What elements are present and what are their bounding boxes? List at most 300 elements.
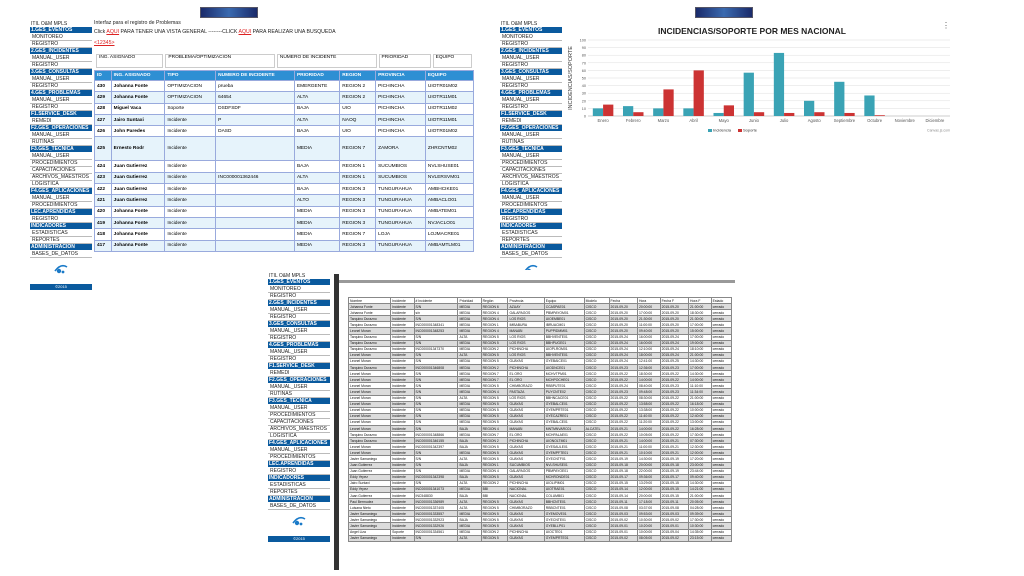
table-row[interactable] (95, 184, 474, 195)
table-cell: ALTA (458, 352, 481, 358)
sidebar-item[interactable]: MANUAL_USER (500, 97, 562, 104)
sidebar-item[interactable]: BASES_DE_DATOS (268, 503, 330, 510)
table-cell: 07:30:00 (689, 438, 712, 444)
table-cell: CISCO (584, 456, 609, 462)
table-cell: MEDIA (458, 383, 481, 389)
table-cell: Incidente (165, 126, 216, 137)
table-cell: RBBCNTE01 (544, 505, 584, 511)
table-row[interactable] (95, 229, 474, 240)
column-header[interactable]: # Incidente (414, 298, 458, 304)
table-cell: 2015-09-20 (609, 310, 637, 316)
table-cell: ALTA (458, 395, 481, 401)
table-cell: Juan Gutierrez (349, 462, 391, 468)
table-cell (216, 161, 295, 172)
filter-field[interactable]: EQUIPO (433, 54, 472, 68)
sidebar-section-header[interactable]: ADMINISTRACION (500, 244, 562, 251)
table-cell: INC000001337405 (414, 505, 458, 511)
table-cell: Incidente (391, 401, 414, 407)
table-cell: BAJA (458, 493, 481, 499)
table-cell: REGION 7 (340, 137, 376, 161)
sidebar-item[interactable]: MANUAL_USER (500, 153, 562, 160)
sidebar-section-header[interactable]: 4.GES_PROBLEMAS (268, 342, 330, 349)
sidebar-section-header[interactable]: F3.GES_TECNICA (30, 146, 92, 153)
table-cell: Incidente (391, 450, 414, 456)
table-cell: CISCO (584, 511, 609, 517)
table-row[interactable] (95, 92, 474, 103)
sidebar-nav-3 (268, 272, 330, 542)
splitter-vertical[interactable] (334, 274, 339, 570)
sidebar-item[interactable]: ARCHIVOS_MAESTROS (500, 174, 562, 181)
column-header[interactable]: Fecha F (660, 298, 688, 304)
sidebar-section-header[interactable]: LEC.APRENDIDAS (268, 461, 330, 468)
table-cell: Leonel Moran (349, 407, 391, 413)
table-cell: SUCUMBIOS (508, 462, 544, 468)
table-cell: MCHPOCHE01 (544, 377, 584, 383)
sidebar-section-header[interactable]: F2.GES_OPERACIONES (500, 125, 562, 132)
sidebar-item[interactable]: MANUAL_USER (268, 307, 330, 314)
table-cell: CISCO (584, 352, 609, 358)
table-cell: CISCO (584, 316, 609, 322)
sidebar-section-header[interactable]: ADMINISTRACION (268, 496, 330, 503)
sidebar-item[interactable]: REGISTRO (500, 41, 562, 48)
table-cell: ALTA (458, 456, 481, 462)
table-cell: BAJA (458, 444, 481, 450)
sidebar-item[interactable]: REGISTRO (268, 356, 330, 363)
table-cell: CHIMBORAZO (508, 505, 544, 511)
table-row[interactable] (95, 114, 474, 125)
table-cell: cerrado (711, 365, 731, 371)
sidebar-item[interactable]: REPORTES (30, 237, 92, 244)
record-tag[interactable]: <12345> (94, 40, 115, 46)
table-cell: 11:10:00 (689, 383, 712, 389)
table-row[interactable] (95, 81, 474, 92)
sidebar-item[interactable]: LOGISTICA (500, 181, 562, 188)
sidebar-item[interactable]: REGISTRO (500, 104, 562, 111)
sidebar-item[interactable]: REGISTRO (30, 41, 92, 48)
table-cell: cerrado (711, 432, 731, 438)
table-cell: UIO (340, 126, 376, 137)
column-header[interactable]: Región (481, 298, 508, 304)
table-cell: 2015-09-23 (660, 389, 688, 395)
column-header[interactable]: EQUIPO (425, 71, 473, 81)
sidebar-item[interactable]: REGISTRO (30, 104, 92, 111)
table-cell: 430 (95, 81, 112, 92)
table-row[interactable] (95, 103, 474, 114)
table-cell: INC000001348866 (414, 432, 458, 438)
table-cell: EL ORO (508, 377, 544, 383)
table-cell: Incidente (165, 240, 216, 251)
sidebar-section-header[interactable]: INDICADORES (30, 223, 92, 230)
table-cell: LOJMACRE01 (425, 229, 473, 240)
sidebar-section-header[interactable]: 1.GES_EVENTOS (268, 279, 330, 286)
table-cell: Tarquino Durazno (349, 346, 391, 352)
sidebar-section-header[interactable]: F3.GES_TECNICA (500, 146, 562, 153)
table-cell: cerrado (711, 358, 731, 364)
filter-field[interactable]: ING. ASIGNADO (96, 54, 163, 68)
table-cell: BBHNCACE01 (544, 395, 584, 401)
column-header[interactable]: ID (95, 71, 112, 81)
table-cell: s/n (414, 310, 458, 316)
sidebar-footer: ©2015 (30, 284, 92, 290)
sidebar-section-header[interactable]: 2.GES_INCIDENTES (30, 48, 92, 55)
sidebar-item[interactable]: MANUAL_USER (500, 132, 562, 139)
sidebar-section-header[interactable]: LEC.APRENDIDAS (500, 209, 562, 216)
table-cell: cerrado (711, 407, 731, 413)
table-cell: REGION 3 (340, 206, 376, 217)
table-cell: REGION 2 (481, 438, 508, 444)
sidebar-section-header[interactable]: F4.GES_APLICACIONES (268, 440, 330, 447)
column-header[interactable]: TIPO (165, 71, 216, 81)
table-cell: REGION 5 (481, 523, 508, 529)
sidebar-item[interactable]: ESTADISTICAS (500, 230, 562, 237)
table-cell: 2015-09-08 (660, 505, 688, 511)
sidebar-item[interactable]: MANUAL_USER (268, 328, 330, 335)
bar (633, 112, 643, 116)
legend-label: Incidencia (713, 127, 732, 133)
table-cell: GYECAZRE01 (544, 413, 584, 419)
sidebar-item[interactable]: PROCEDIMIENTOS (268, 412, 330, 419)
sidebar-item[interactable]: REGISTRO (30, 216, 92, 223)
table-cell: EMERGENTE (294, 81, 339, 92)
y-tick-label: 20 (581, 99, 586, 104)
table-cell: 2015-09-24 (660, 334, 688, 340)
table-cell: CISCO (584, 474, 609, 480)
table-cell: 14:30:00 (637, 456, 660, 462)
problems-table (94, 70, 474, 252)
table-cell: cerrado (711, 377, 731, 383)
table-cell: 2015-09-22 (660, 432, 688, 438)
sidebar-section-header[interactable]: 2.GES_INCIDENTES (268, 300, 330, 307)
table-cell: MEDIA (458, 310, 481, 316)
table-cell: MEDIA (458, 340, 481, 346)
sidebar-section-header[interactable]: F1.SERVICE_DESK (30, 111, 92, 118)
sidebar-item[interactable]: MANUAL_USER (268, 405, 330, 412)
table-cell: REGION 5 (481, 358, 508, 364)
sidebar-item[interactable]: MANUAL_USER (30, 132, 92, 139)
table-cell: 2015-09-22 (660, 377, 688, 383)
sidebar-item[interactable]: RUTINAS (500, 139, 562, 146)
table-cell: RBBPUTE01 (544, 383, 584, 389)
sidebar-item[interactable]: MONITOREO (500, 34, 562, 41)
table-row[interactable] (95, 137, 474, 161)
table-cell: 2015-09-21 (609, 450, 637, 456)
sidebar-item[interactable]: MANUAL_USER (500, 76, 562, 83)
column-header[interactable]: ING. ASIGNADO (111, 71, 165, 81)
sidebar-section-header[interactable]: F3.GES_TECNICA (268, 398, 330, 405)
table-cell: REGION 4 (481, 389, 508, 395)
table-cell: cerrado (711, 316, 731, 322)
table-row[interactable] (95, 206, 474, 217)
column-header[interactable]: Prioridad (458, 298, 481, 304)
column-header[interactable]: Incidente (391, 298, 414, 304)
sidebar-item[interactable]: MANUAL_USER (500, 195, 562, 202)
sidebar-section-header[interactable]: F1.SERVICE_DESK (500, 111, 562, 118)
incident-table (348, 297, 732, 542)
table-cell: REGION 5 (481, 535, 508, 541)
table-cell: REGION 4 (481, 328, 508, 334)
table-cell: 09:40:00 (637, 328, 660, 334)
sidebar-item[interactable]: REGISTRO (268, 314, 330, 321)
chart-title: INCIDENCIAS/SOPORTE POR MES NACIONAL (658, 26, 846, 36)
sidebar-item[interactable]: ESTADISTICAS (268, 482, 330, 489)
sidebar-section-header[interactable]: 3.GES_CONSULTAS (30, 69, 92, 76)
table-cell: Johanna Fonte (111, 81, 165, 92)
table-cell: GYEBALCE01 (544, 419, 584, 425)
table-cell: 23:44:00 (689, 468, 712, 474)
sidebar-item[interactable]: BASES_DE_DATOS (500, 251, 562, 258)
sidebar-section-header[interactable]: LEC.APRENDIDAS (30, 209, 92, 216)
table-cell: NAOQ (340, 114, 376, 125)
table-cell: TUNGURAHUA (376, 206, 426, 217)
table-row[interactable] (95, 217, 474, 228)
table-cell: MEDIA (458, 419, 481, 425)
table-row[interactable] (95, 240, 474, 251)
column-header[interactable]: Provincia (508, 298, 544, 304)
sidebar-section-header[interactable]: INDICADORES (268, 475, 330, 482)
table-cell: MEDIA (458, 328, 481, 334)
table-cell: 2015-09-19 (609, 456, 637, 462)
table-cell: Leonel Moran (349, 444, 391, 450)
table-cell: ALTA (458, 535, 481, 541)
table-cell: ALTA (294, 114, 339, 125)
column-header[interactable]: PRIORIDAD (294, 71, 339, 81)
sidebar-section-header[interactable]: F2.GES_OPERACIONES (30, 125, 92, 132)
page-description (94, 20, 336, 46)
table-cell: 14:00:00 (637, 377, 660, 383)
table-cell: Luisana Nieto (349, 505, 391, 511)
sidebar-section-header[interactable]: 3.GES_CONSULTAS (268, 321, 330, 328)
table-cell: Johanna Fonte (111, 229, 165, 240)
sidebar-item[interactable]: MONITOREO (30, 34, 92, 41)
table-cell: 2015-09-22 (609, 395, 637, 401)
sidebar-item[interactable]: MANUAL_USER (30, 55, 92, 62)
column-header[interactable]: Hora (637, 298, 660, 304)
sidebar-section-header[interactable]: 1.GES_EVENTOS (500, 27, 562, 34)
table-cell: 13:58:00 (637, 401, 660, 407)
table-cell: REGION 5 (481, 444, 508, 450)
table-row[interactable] (349, 535, 732, 541)
table-cell: S/N (414, 371, 458, 377)
table-cell: 2015-09-20 (660, 322, 688, 328)
sidebar-item[interactable]: RUTINAS (30, 139, 92, 146)
sidebar-item[interactable]: MONITOREO (268, 286, 330, 293)
table-cell: 2015-09-19 (660, 456, 688, 462)
table-cell: DSDFSDF (216, 103, 295, 114)
column-header[interactable]: Equipo (544, 298, 584, 304)
column-header[interactable]: Hora F (689, 298, 712, 304)
table-cell: 10:00:00 (689, 407, 712, 413)
table-cell: 13:38:00 (637, 407, 660, 413)
table-cell: CISCO (584, 340, 609, 346)
sidebar-item[interactable]: MANUAL_USER (30, 195, 92, 202)
sidebar-item[interactable]: CAPACITACIONES (268, 419, 330, 426)
table-cell: UIOEMBE01 (544, 316, 584, 322)
sidebar-section-header[interactable]: 3.GES_CONSULTAS (500, 69, 562, 76)
sidebar-item[interactable]: REMEDI (500, 118, 562, 125)
table-cell: 2015-09-22 (609, 419, 637, 425)
table-cell: 2015-09-15 (660, 480, 688, 486)
sidebar-item[interactable]: MANUAL_USER (268, 349, 330, 356)
table-cell: MEDIA (294, 206, 339, 217)
table-cell: cerrado (711, 340, 731, 346)
table-cell: 2015-09-20 (660, 310, 688, 316)
sidebar-item[interactable]: REGISTRO (30, 83, 92, 90)
sidebar-item[interactable]: REGISTRO (268, 335, 330, 342)
sidebar-item[interactable]: PROCEDIMIENTOS (500, 160, 562, 167)
sidebar-item[interactable]: MANUAL_USER (500, 55, 562, 62)
table-cell: Soporte (391, 529, 414, 535)
sidebar-item[interactable]: ARCHIVOS_MAESTROS (268, 426, 330, 433)
sidebar-item[interactable]: ARCHIVOS_MAESTROS (30, 174, 92, 181)
sidebar-section-header[interactable]: F2.GES_OPERACIONES (268, 377, 330, 384)
table-cell: cerrado (711, 310, 731, 316)
table-cell: S/N (414, 377, 458, 383)
filter-field[interactable]: PROBLEMA/OPTIMIZACION (165, 54, 274, 68)
table-cell: 2015-09-02 (609, 517, 637, 523)
sidebar-item[interactable]: MANUAL_USER (30, 97, 92, 104)
sidebar-item[interactable]: MANUAL_USER (268, 384, 330, 391)
column-header[interactable]: Nombre (349, 298, 391, 304)
sidebar-title: ITIL O&M MPLS (269, 273, 306, 279)
sidebar-item[interactable]: REGISTRO (500, 62, 562, 69)
sidebar-item[interactable]: CAPACITACIONES (30, 167, 92, 174)
table-cell: 15:00:00 (689, 328, 712, 334)
table-cell: BBHVENTE01 (544, 352, 584, 358)
table-cell: Juan Gutierrez (349, 468, 391, 474)
bar-chart (566, 36, 954, 136)
sidebar-section-header[interactable]: ADMINISTRACION (30, 244, 92, 251)
table-cell: Incidente (391, 438, 414, 444)
table-cell: 2015-09-20 (660, 304, 688, 310)
column-header[interactable]: Modelo (584, 298, 609, 304)
table-cell: Incidente (391, 419, 414, 425)
sidebar-item[interactable]: PROCEDIMIENTOS (30, 160, 92, 167)
table-cell: Incidente (391, 505, 414, 511)
table-cell: TUNGURAHUA (376, 217, 426, 228)
filter-field[interactable]: PRIORIDAD (379, 54, 431, 68)
sidebar-item[interactable]: LOGISTICA (268, 433, 330, 440)
table-cell: Leonel Moran (349, 358, 391, 364)
sidebar-item[interactable]: MANUAL_USER (30, 153, 92, 160)
table-cell: INC000001346155 (414, 438, 458, 444)
table-row[interactable] (95, 126, 474, 137)
table-cell: 08:05:00 (637, 535, 660, 541)
table-cell: CISCO (584, 365, 609, 371)
table-cell: REGION 5 (481, 499, 508, 505)
table-cell: BAJA (294, 103, 339, 114)
table-cell: S/N (414, 383, 458, 389)
more-vert-icon[interactable]: ⋮ (942, 21, 950, 30)
sidebar-section-header[interactable]: 4.GES_PROBLEMAS (30, 90, 92, 97)
sidebar-item[interactable]: REGISTRO (30, 62, 92, 69)
filter-field[interactable]: NUMERO DE INCIDENTE (277, 54, 377, 68)
sidebar-item[interactable]: BASES_DE_DATOS (30, 251, 92, 258)
table-cell: Incidente (391, 523, 414, 529)
sidebar-title: ITIL O&M MPLS (31, 21, 68, 27)
table-cell: Tarquino Durazno (349, 334, 391, 340)
table-cell: CISCO (584, 438, 609, 444)
splitter-horizontal[interactable] (339, 280, 735, 283)
sidebar-item[interactable]: MANUAL_USER (30, 76, 92, 83)
column-header[interactable]: PROVINCIA (376, 71, 426, 81)
sidebar-section-header[interactable]: INDICADORES (500, 223, 562, 230)
sidebar-footer: ©2015 (268, 536, 330, 542)
table-cell: cerrado (711, 352, 731, 358)
sidebar-item[interactable]: REGISTRO (268, 293, 330, 300)
table-cell: S/N (414, 401, 458, 407)
table-cell: Tarquino Durazno (349, 316, 391, 322)
table-cell: CISCO (584, 383, 609, 389)
column-header[interactable]: REGION (340, 71, 376, 81)
table-cell: REGION 5 (481, 383, 508, 389)
sidebar-item[interactable]: REGISTRO (268, 468, 330, 475)
sidebar-item[interactable]: PROCEDIMIENTOS (30, 202, 92, 209)
bar (713, 113, 723, 116)
x-tick-label: Noviembre (894, 118, 915, 123)
general-view-link[interactable]: AQUI (106, 29, 120, 35)
column-header[interactable]: NUMERO DE INCIDENTE (216, 71, 295, 81)
table-cell: MEDIA (458, 389, 481, 395)
table-cell: Leonel Moran (349, 425, 391, 431)
sidebar-item[interactable]: REPORTES (268, 489, 330, 496)
sidebar-item[interactable]: ESTADISTICAS (30, 230, 92, 237)
sidebar-item[interactable]: PROCEDIMIENTOS (268, 454, 330, 461)
bar (653, 108, 663, 116)
sidebar-item[interactable]: MANUAL_USER (268, 447, 330, 454)
x-tick-label: Febrero (625, 118, 641, 123)
sidebar-section-header[interactable]: F4.GES_APLICACIONES (500, 188, 562, 195)
sidebar-item[interactable]: LOGISTICA (30, 181, 92, 188)
table-cell: PICHINCHA (376, 126, 426, 137)
table-cell: 2015-09-22 (660, 407, 688, 413)
table-cell: Incidente (391, 517, 414, 523)
sidebar-item[interactable]: REMEDI (30, 118, 92, 125)
search-link[interactable]: AQUI (238, 29, 252, 35)
sidebar-item[interactable]: PROCEDIMIENTOS (500, 202, 562, 209)
table-cell: INC000001336989 (414, 499, 458, 505)
sidebar-item[interactable]: CAPACITACIONES (500, 167, 562, 174)
column-header[interactable]: Estado (711, 298, 731, 304)
sidebar-section-header[interactable]: 4.GES_PROBLEMAS (500, 90, 562, 97)
table-cell: 2015-09-23 (609, 389, 637, 395)
sidebar-section-header[interactable]: 2.GES_INCIDENTES (500, 48, 562, 55)
table-cell: 64654 (216, 92, 295, 103)
bar (834, 82, 844, 116)
table-cell: 18:00:00 (637, 352, 660, 358)
sidebar-item[interactable]: REMEDI (268, 370, 330, 377)
sidebar-item[interactable]: REPORTES (500, 237, 562, 244)
table-cell: Leonel Moran (349, 450, 391, 456)
sidebar-section-header[interactable]: F1.SERVICE_DESK (268, 363, 330, 370)
column-header[interactable]: Fecha (609, 298, 637, 304)
table-cell: Leonel Moran (349, 395, 391, 401)
y-tick-label: 80 (581, 53, 586, 58)
table-cell: 16:00:00 (637, 340, 660, 346)
table-row[interactable] (95, 161, 474, 172)
sidebar-section-header[interactable]: 1.GES_EVENTOS (30, 27, 92, 34)
table-cell: REGION 3 (340, 240, 376, 251)
sidebar-item[interactable]: REGISTRO (500, 216, 562, 223)
table-cell: 2015-09-03 (660, 511, 688, 517)
table-cell: 21:00:00 (689, 395, 712, 401)
table-row[interactable] (95, 172, 474, 183)
table-row[interactable] (95, 195, 474, 206)
table-cell: 419 (95, 217, 112, 228)
sidebar-section-header[interactable]: F4.GES_APLICACIONES (30, 188, 92, 195)
sidebar-item[interactable]: REGISTRO (500, 83, 562, 90)
table-cell: cerrado (711, 322, 731, 328)
sidebar-item[interactable]: RUTINAS (268, 391, 330, 398)
